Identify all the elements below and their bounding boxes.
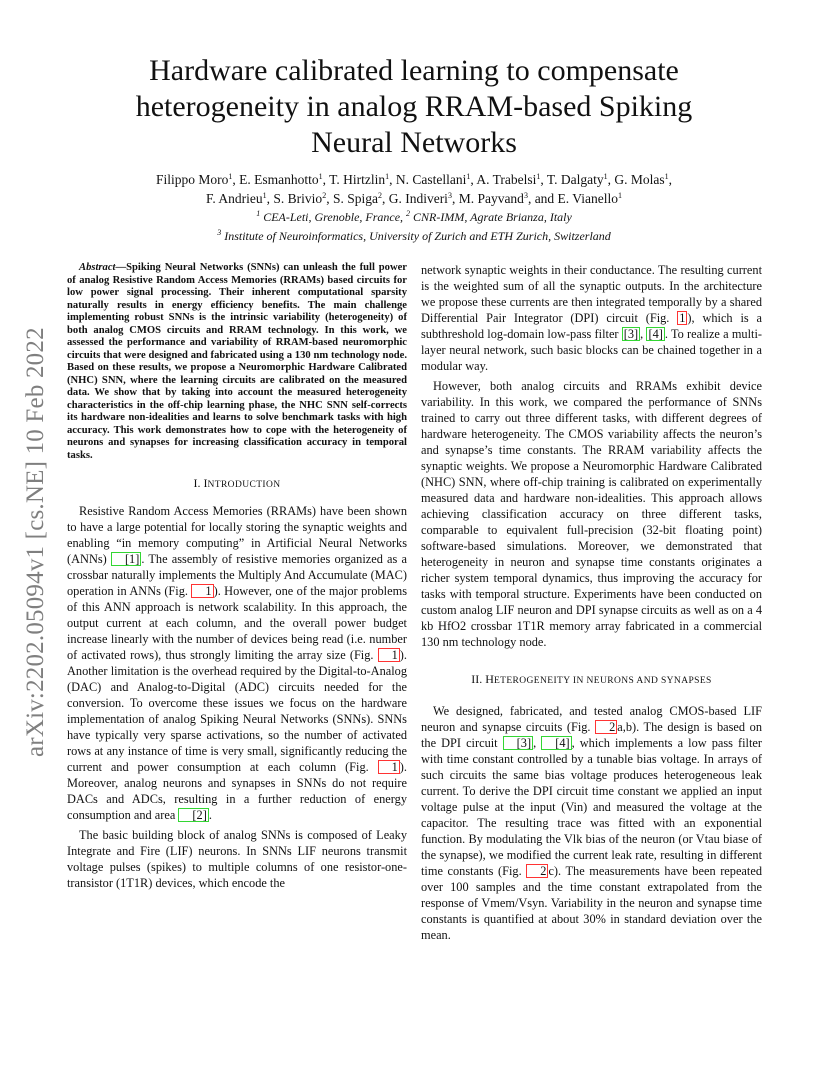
affiliation-mark: 1 [262,191,267,200]
citation-link[interactable]: [4] [541,736,571,750]
figure-link[interactable]: 1 [679,311,686,325]
title-line: Hardware calibrated learning to compensate [149,54,679,87]
paragraph-text: Resistive Random Access Memories (RRAMs) have been shown to have a large potential for locally storing the synaptic weights and enabling “in memory computing” in Artificial Neural Networks (ANNs) [67,504,407,566]
affiliation-text: Institute of Neuroinformatics, University of Zurich and ETH Zurich, Switzerland [221,229,611,243]
author-line [60,189,768,208]
abstract-text: —Spiking Neural Networks (SNNs) can unleash the full power of analog Resistive Random Access Memories (RRAMs) based circuits for low power signal processing. Their inherent computational sparsity naturally results in energy efficiency benefits. The main challenge implementing robust SNNs is the intrinsic variability (heterogeneity) of both analog CMOS circuits and RRAM technology. In this work, we assessed the performance and variability of RRAM-based neuromorphic circuits that were designed and fabricated using a 130 nm technology node. Based on these results, we propose a Neuromorphic Hardware Calibrated (NHC) SNN, where the learning circuits are calibrated on the measured data. We show that by taking into account the measured heterogeneity characteristics in the off-chip learning phase, the NHC SNN self-corrects its hardware non-idealities and learns to solve benchmark tasks with high accuracy. This work demonstrates how to cope with the heterogeneity of neurons and synapses for increasing classification accuracy in temporal tasks. [67,262,407,461]
affiliation-mark: 1 [318,172,323,181]
author: , A. Trabelsi [470,172,537,187]
paragraph-text: c). The measurements have been repeated over 100 samples and the time constant extrapolated from the response of Vmem/Vsyn. Variability in the neuron and synapse time constants is quantified at about 30% in standard deviation over the mean. [421,864,762,942]
paragraph-text: . To realize a multi-layer neural network, such basic blocks can be chained together in a modular way. [421,327,763,373]
figure-link[interactable]: 1 [378,648,400,662]
section-title-rest: ETEROGENEITY IN NEURONS AND SYNAPSES [493,676,712,686]
affiliation-text: CNR-IMM, Agrate Brianza, Italy [410,210,572,224]
introduction-paragraph: However, both analog circuits and RRAMs exhibit device variability. In this work, we compared the performance of SNNs trained to carry out three different tasks, with different degrees of hardware heterogeneity. The CMOS variability affects the neuron’s and synapse’s time constants. The RRAM variability affects the synaptic weights. We propose a Neuromorphic Hardware Calibrated (NHC) SNN, where off-chip training is calibrated on experimentally measured data and hardware non-idealities. This approach allows achieving classification accuracy on three different tasks, comparable to equivalent full-precision (32-bit floating point) software-based simulations. Moreover, we demonstrated that heterogeneity in neuron and synapse time constants originates a richer system temporal dynamics, thus improving the accuracy for tasks with temporal structure. Experiments have been conducted on custom analog LIF neuron and DPI synapse circuits as well as on a 4 kb HfO2 crossbar 1T1R memory array fabricated in a commercial 130 nm technology node. [421,379,762,649]
author: F. Andrieu [206,191,263,206]
affiliation-mark: 2 [406,209,411,218]
paragraph-text: , [640,327,647,341]
affiliation-mark: 1 [466,172,471,181]
paragraph-text: We designed, fabricated, and tested analog CMOS-based LIF neuron and synapse circuits (Fig. [421,704,762,734]
introduction-paragraph-continued [421,262,762,374]
affiliation-mark: 3 [523,191,528,200]
author: , E. Esmanhotto [232,172,319,187]
paragraph-text: network synaptic weights in their conductance. The resulting current is the weighted sum of all the synaptic outputs. In the architecture we propose these currents are then integrated temporally by a shared Differential Pair Integrator (DPI) circuit (Fig. [421,263,762,325]
affiliation-mark: 1 [385,172,390,181]
citation-link[interactable]: [1] [111,552,141,566]
figure-link[interactable]: 1 [191,584,213,598]
citation-link[interactable]: [3] [503,736,533,750]
heterogeneity-paragraph [421,703,762,943]
section-number: II. [471,672,486,686]
affiliation-mark: 3 [217,228,222,237]
paragraph-text: . [208,808,212,822]
affiliation-line [60,208,768,227]
arxiv-identifier: arXiv:2202.05094v1 [cs.NE] 10 Feb 2022 [22,327,49,757]
author: , S. Spiga [326,191,378,206]
affiliation-mark: 1 [536,172,541,181]
section-title-initial: H [485,672,494,686]
affiliation-text: CEA-Leti, Grenoble, France, [260,210,407,224]
introduction-paragraph: The basic building block of analog SNNs is composed of Leaky Integrate and Fire (LIF) neurons. In SNNs LIF neurons transmit voltage pulses (spikes) to multiple columns of one resistor-one-transistor (1T1R) devices, which encode the [67,828,407,890]
paragraph-text: a,b). The design is based on the DPI circuit [421,720,762,750]
affiliation-mark: 1 [617,191,622,200]
abstract-lead: Abstract [79,262,116,273]
left-column [67,262,407,895]
paper-title [60,53,768,161]
author: , S. Brivio [266,191,323,206]
author: , and E. Vianello [527,191,618,206]
section-title-initial: I [203,476,208,490]
right-column [421,262,762,947]
affiliation-mark: 2 [377,191,382,200]
author-block [60,170,768,246]
introduction-paragraph [67,503,407,823]
paragraph-text: , which implements a low pass filter with time constant controlled by a tunable bias voltage. In arrays of such circuits the same bias voltage produces heterogeneous leak current. To derive the DPI circuit time constant we applied an input voltage pulse at the input (Vin) and measured the voltage at the capacitor. The resulting trace was fitted with an exponential function. By modulating the Vlk bias of the neuron (or Vtau biase of the synapse), we modified the current leak rate, resulting in different time constants (Fig. [421,736,762,878]
section-heading-introduction [67,476,407,491]
author: , T. Dalgaty [540,172,604,187]
author: Filippo Moro [155,172,229,187]
author: , G. Indiveri [381,191,448,206]
affiliation-line [60,227,768,246]
title-line: Neural Networks [311,126,517,159]
affiliation-mark: 1 [664,172,669,181]
author-line [60,170,768,189]
section-title-rest: NTRODUCTION [207,480,281,490]
figure-link[interactable]: 2 [595,720,617,734]
affiliation-mark: 1 [256,209,261,218]
figure-link[interactable]: 2 [526,864,548,878]
title-line: heterogeneity in analog RRAM-based Spiking [135,90,693,123]
author: , M. Payvand [451,191,524,206]
affiliation-mark: 2 [322,191,327,200]
citation-link[interactable]: [3] [623,327,639,341]
affiliation-mark: 1 [603,172,608,181]
author: , G. Molas [607,172,665,187]
abstract [67,262,407,462]
author: , N. Castellani [389,172,467,187]
paragraph-text: . The assembly of resistive memories organized as a crossbar naturally implements the Multiply And Accumulate (MAC) operation in ANNs (Fig. [67,552,407,598]
section-heading-heterogeneity [421,672,762,687]
author-separator: , [668,172,673,187]
affiliation-mark: 3 [447,191,452,200]
figure-link[interactable]: 1 [378,760,400,774]
paragraph-text: , [533,736,542,750]
paragraph-text: ), which is a subthreshold log-domain low-pass filter [421,311,762,341]
paragraph-text: ). However, one of the major problems of this ANN approach is network scalability. In this approach, the output current at each column, and the overall power budget increase linearly with the number of devices being read (i.e. number of activated rows), thus strongly limiting the array size (Fig. [67,584,407,662]
affiliation-mark: 1 [228,172,233,181]
paragraph-text: ). Another limitation is the overhead required by the Digital-to-Analog (DAC) and Analog-to-Digital (ADC) circuits needed for the conversion. To overcome these issues we focus on the hardware implementation of analog Spiking Neural Networks (SNNs). SNNs have typically very sparse activations, so the number of activated rows at any instance of time is very small, significantly reducing the current and power consumption at each column (Fig. [67,648,407,774]
citation-link[interactable]: [4] [648,327,663,341]
section-number: I. [193,476,204,490]
paragraph-text: ). Moreover, analog neurons and synapses in SNNs do not require DACs and ADCs, resulting in a further reduction of energy consumption and area [67,760,407,822]
author: , T. Hirtzlin [322,172,386,187]
citation-link[interactable]: [2] [178,808,208,822]
